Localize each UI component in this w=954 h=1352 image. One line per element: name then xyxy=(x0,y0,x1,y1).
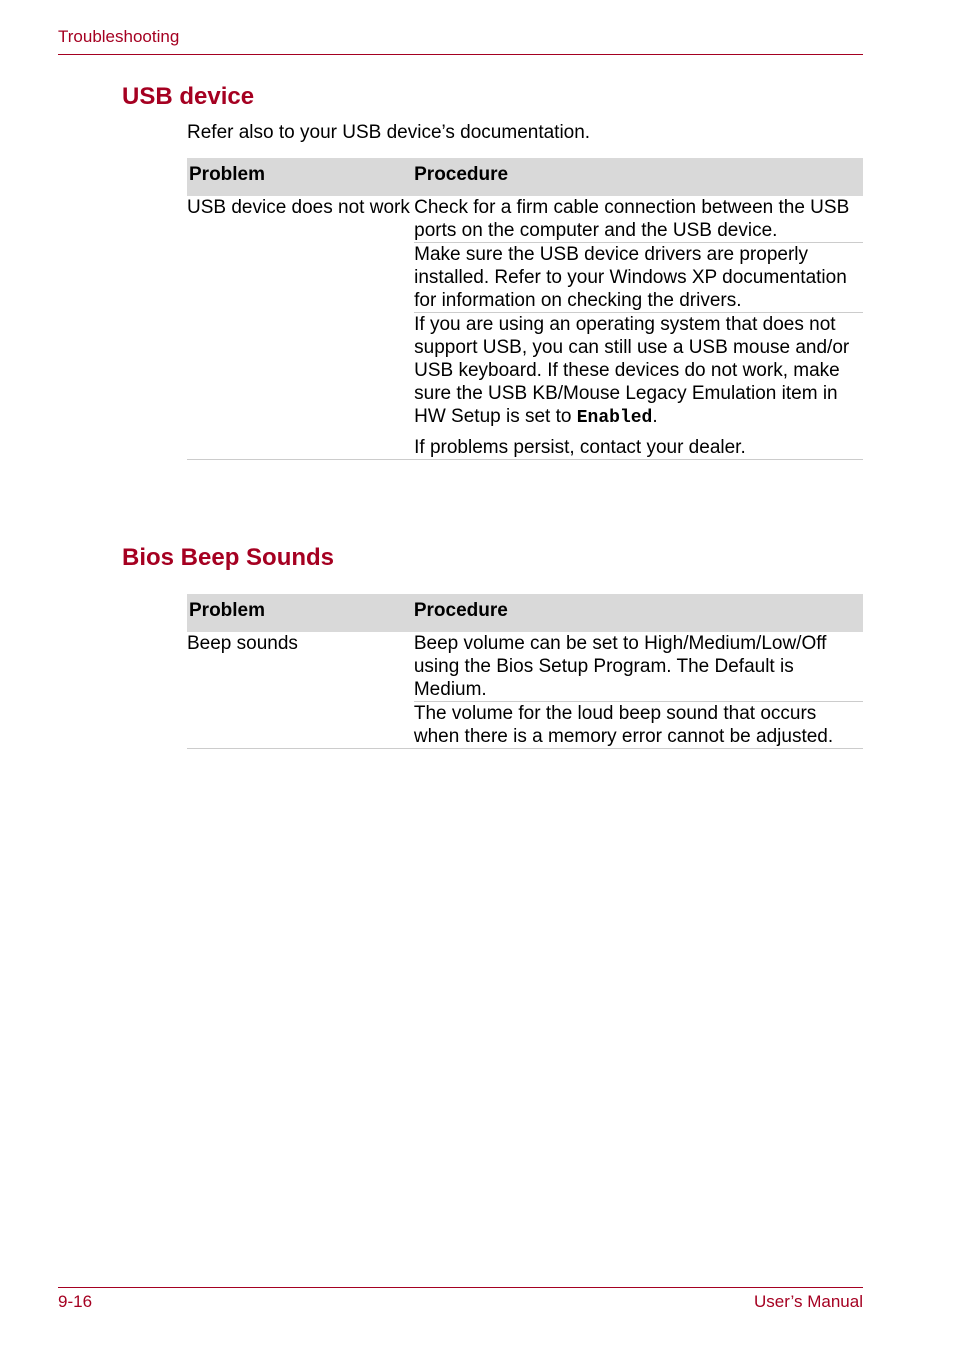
page-number: 9-16 xyxy=(58,1292,93,1311)
usb-intro-text: Refer also to your USB device’s documentation. xyxy=(187,122,591,143)
procedure-cell xyxy=(414,243,863,313)
usb-device-heading: USB device xyxy=(122,83,255,110)
running-header: Troubleshooting xyxy=(58,27,180,46)
column-header-problem: Problem xyxy=(187,158,414,196)
procedure-cell xyxy=(414,702,863,749)
manual-title: User’s Manual xyxy=(754,1292,863,1311)
period: . xyxy=(652,406,658,427)
problem-cell: USB device does not work xyxy=(187,196,414,460)
procedure-text xyxy=(414,313,863,430)
enabled-setting-value: Enabled xyxy=(576,408,653,428)
column-header-procedure: Procedure xyxy=(414,594,863,632)
footer-rule xyxy=(58,1287,863,1288)
table-row xyxy=(187,196,863,243)
procedure-cell xyxy=(414,196,863,243)
problem-cell: Beep sounds xyxy=(187,632,414,749)
header-rule xyxy=(58,54,863,55)
procedure-cell xyxy=(414,632,863,702)
column-header-problem: Problem xyxy=(187,594,414,632)
bios-beep-sounds-heading: Bios Beep Sounds xyxy=(122,544,335,571)
procedure-text: The volume for the loud beep sound that occurs when there is a memory error cannot be adjusted. xyxy=(413,703,834,747)
bios-troubleshooting-table xyxy=(187,594,863,749)
contact-dealer-text: If problems persist, contact your dealer. xyxy=(414,437,746,458)
procedure-text: Check for a firm cable connection between the USB ports on the computer and the USB device. xyxy=(414,197,850,241)
usb-troubleshooting-table xyxy=(187,158,863,460)
table-header-row xyxy=(187,594,863,632)
column-header-procedure: Procedure xyxy=(414,158,863,196)
procedure-text: Beep volume can be set to High/Medium/Low/Off using the Bios Setup Program. The Default is Medium. xyxy=(413,633,827,700)
procedure-text-part: If you are using an operating system that does not support USB, you can still use a USB mouse and/or USB keyboard. If these devices do not work, make sure the USB KB/Mouse Legacy Emulation item in HW Setup is set to xyxy=(414,314,850,427)
table-row xyxy=(187,632,863,702)
procedure-text: Make sure the USB device drivers are properly installed. Refer to your Windows XP documentation for information on checking the drivers. xyxy=(414,244,847,311)
table-header-row xyxy=(187,158,863,196)
procedure-cell xyxy=(414,313,863,460)
